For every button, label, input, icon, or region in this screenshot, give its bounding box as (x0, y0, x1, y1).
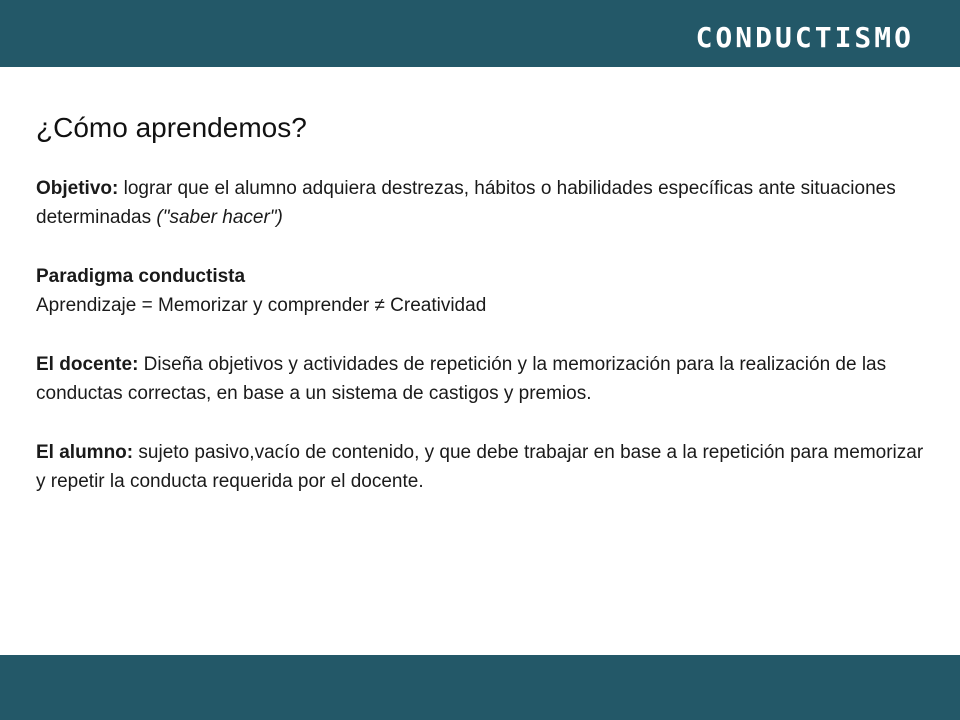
paradigma-label: Paradigma conductista (36, 266, 246, 287)
page-title: ¿Cómo aprendemos? (36, 112, 307, 143)
slide-content (36, 108, 936, 526)
bottom-band (0, 655, 960, 720)
alumno-label: El alumno: (36, 442, 134, 463)
objetivo-note: ("saber hacer") (156, 207, 283, 228)
docente-paragraph (36, 350, 936, 408)
docente-text: Diseña objetivos y actividades de repetición y la memorización para la realización de las conductas correctas, en base a un sistema de castigos y premios. (36, 354, 887, 404)
top-band (0, 0, 960, 67)
paradigma-text: Aprendizaje = Memorizar y comprender ≠ Creatividad (36, 295, 487, 316)
docente-label: El docente: (36, 354, 139, 375)
paradigma-paragraph (36, 262, 936, 320)
header-title: CONDUCTISMO (695, 21, 914, 54)
alumno-text: sujeto pasivo,vacío de contenido, y que debe trabajar en base a la repetición para memorizar y repetir la conducta requerida por el docente. (36, 442, 924, 492)
alumno-paragraph (36, 438, 936, 496)
objetivo-text: lograr que el alumno adquiera destrezas, hábitos o habilidades específicas ante situaciones determinadas (36, 178, 896, 228)
objetivo-paragraph (36, 174, 936, 232)
objetivo-label: Objetivo: (36, 178, 119, 199)
